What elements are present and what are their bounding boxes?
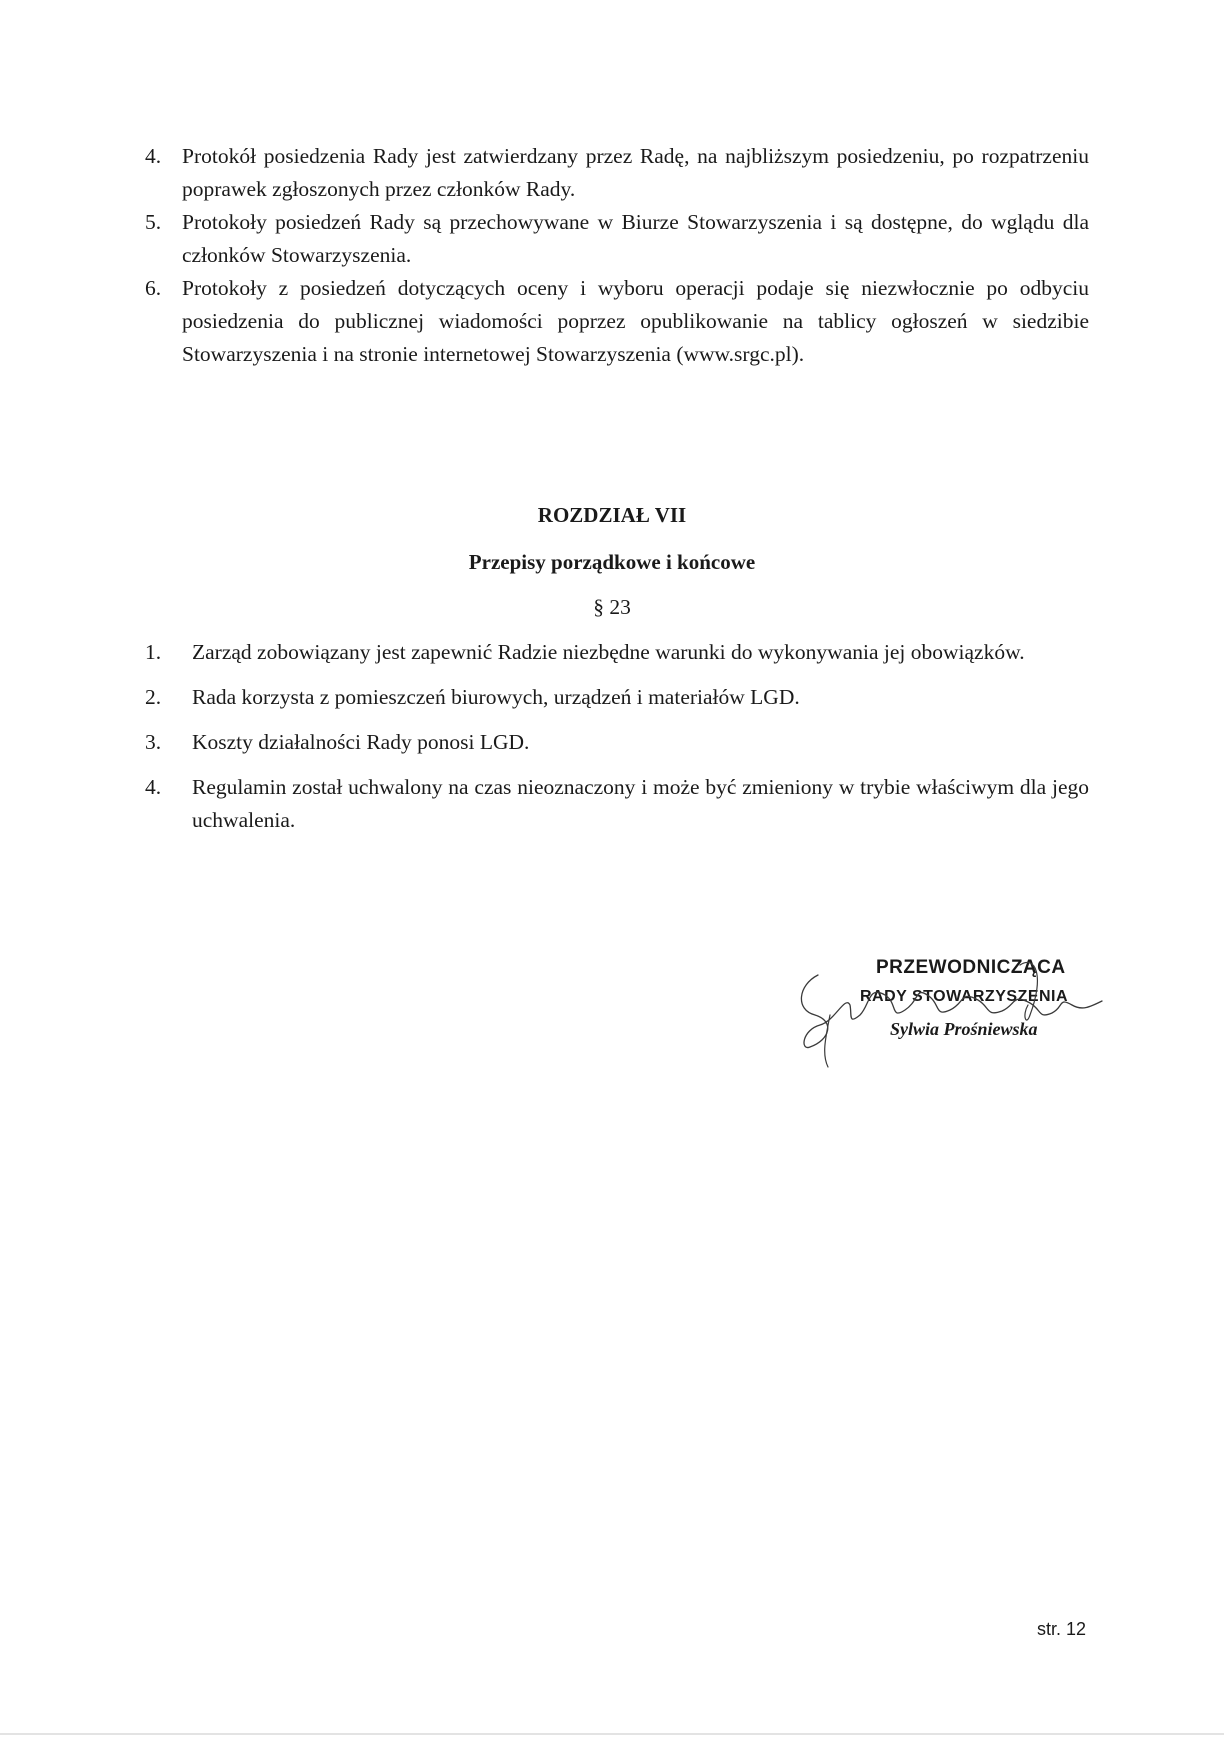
page-number: str. 12 bbox=[1037, 1619, 1087, 1639]
paragraph-number: § 23 bbox=[593, 595, 631, 619]
official-stamp bbox=[790, 955, 1110, 1075]
item-number: 4. bbox=[145, 144, 162, 168]
list-item bbox=[145, 681, 1089, 714]
item-text: Koszty działalności Rady ponosi LGD. bbox=[192, 730, 530, 754]
stamp-title: PRZEWODNICZĄCA bbox=[876, 957, 1066, 978]
list-item bbox=[145, 140, 1089, 206]
handwritten-signature bbox=[790, 955, 1110, 1075]
item-number: 1. bbox=[145, 640, 162, 664]
protocol-list bbox=[145, 140, 1089, 371]
item-number: 6. bbox=[145, 276, 162, 300]
chapter-title: ROZDZIAŁ VII bbox=[537, 503, 687, 527]
item-text: Protokoły posiedzeń Rady są przechowywane w Biurze Stowarzyszenia i są dostępne, do wglądu dla członków Stowarzyszenia. bbox=[182, 210, 1089, 267]
item-text: Rada korzysta z pomieszczeń biurowych, urządzeń i materiałów LGD. bbox=[192, 685, 800, 709]
item-number: 3. bbox=[145, 730, 162, 754]
item-text: Protokoły z posiedzeń dotyczących oceny i wyboru operacji podaje się niezwłocznie po odbyciu posiedzenia do publicznej wiadomości poprzez opublikowanie na tablicy ogłoszeń w siedzibie Stowarzyszenia i na stronie internetowej Stowarzyszenia (www.srgc.pl). bbox=[182, 276, 1089, 366]
stamp-organization: RADY STOWARZYSZENIA bbox=[860, 988, 1069, 1005]
scan-edge-line bbox=[0, 1733, 1224, 1735]
list-item bbox=[145, 771, 1089, 837]
item-number: 5. bbox=[145, 210, 162, 234]
item-text: Zarząd zobowiązany jest zapewnić Radzie niezbędne warunki do wykonywania jej obowiązków. bbox=[192, 640, 1025, 664]
item-number: 4. bbox=[145, 775, 162, 799]
item-text: Protokół posiedzenia Rady jest zatwierdzany przez Radę, na najbliższym posiedzeniu, po rozpatrzeniu poprawek zgłoszonych przez członków Rady. bbox=[182, 144, 1089, 201]
final-provisions-list bbox=[145, 636, 1089, 849]
stamp-name: Sylwia Prośniewska bbox=[890, 1019, 1038, 1039]
item-text: Regulamin został uchwalony na czas nieoznaczony i może być zmieniony w trybie właściwym dla jego uchwalenia. bbox=[192, 775, 1089, 832]
chapter-subtitle: Przepisy porządkowe i końcowe bbox=[468, 550, 756, 574]
list-item bbox=[145, 206, 1089, 272]
list-item bbox=[145, 636, 1089, 669]
list-item bbox=[145, 726, 1089, 759]
list-item bbox=[145, 272, 1089, 371]
item-number: 2. bbox=[145, 685, 162, 709]
